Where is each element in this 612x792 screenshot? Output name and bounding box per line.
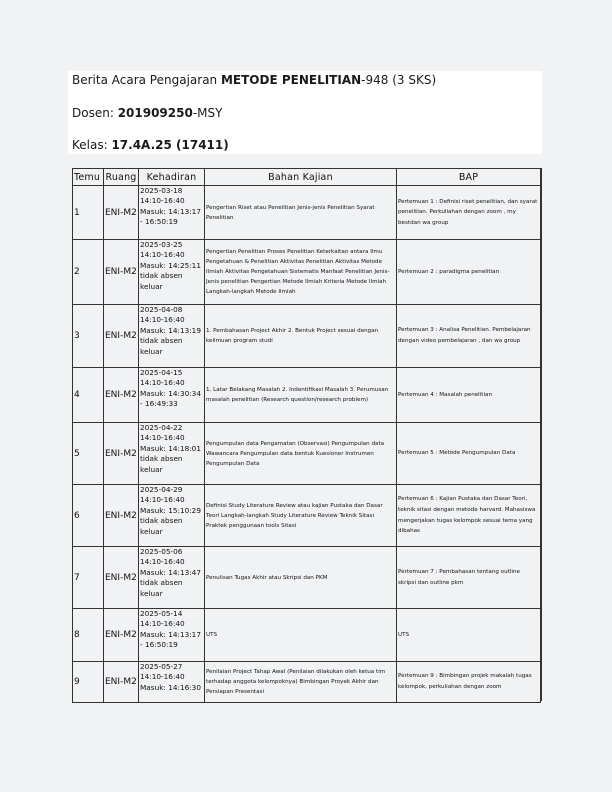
cell-ruang: ENI-M2: [104, 186, 139, 240]
cell-temu: 8: [73, 609, 104, 662]
cell-kehadiran: 2025-05-27 14:10-16:40 Masuk: 14:16:30: [139, 662, 205, 703]
cell-bap: Pertemuan 1 : Definisi riset penelitian, dan syarat penelitian. Perkuliahan dengan zoom , my bestdan wa group: [397, 186, 541, 240]
cell-bap: Pertemuan 4 : Masalah penelitian: [397, 368, 541, 423]
cell-ruang: ENI-M2: [104, 305, 139, 368]
report-title: [72, 73, 436, 87]
cell-temu: 1: [73, 186, 104, 240]
cell-kehadiran: 2025-04-08 14:10-16:40 Masuk: 14:13:19 tidak absen keluar: [139, 305, 205, 368]
cell-bahan-kajian: Penulisan Tugas Akhir atau Skripsi dan PKM: [205, 547, 397, 609]
col-header-kehadiran: Kehadiran: [139, 169, 205, 186]
cell-kehadiran: 2025-04-22 14:10-16:40 Masuk: 14:18:01 tidak absen keluar: [139, 423, 205, 485]
cell-temu: 7: [73, 547, 104, 609]
cell-bap: Pertemuan 6 : Kajian Pustaka dan Dasar Teori, teknik sitasi dengan metode harvard. Mahasiswa mengerjakan tugas kelompok sesuai tema yang dibahas: [397, 485, 541, 547]
table-outer-rule: [541, 168, 542, 701]
table-row: [73, 240, 541, 305]
table-row: [73, 423, 541, 485]
class-value: 17.4A.25 (17411): [111, 138, 229, 152]
table-row: [73, 547, 541, 609]
table-row: [73, 305, 541, 368]
cell-kehadiran: 2025-04-15 14:10-16:40 Masuk: 14:30:34 - 16:49:33: [139, 368, 205, 423]
cell-bahan-kajian: Penilaian Project Tahap Awal (Penilaian dilakukan oleh ketua tim terhadap anggota kelompoknya) Bimbingan Proyek Akhir dan Persiapan Presentasi: [205, 662, 397, 703]
cell-bahan-kajian: Definisi Study Literature Review atau kajian Pustaka dan Dasar Teori Langkah-langkah Study Literature Review Teknik Sitasi Praktek penggunaan tools Sitasi: [205, 485, 397, 547]
cell-bap: Pertemuan 7 : Pembahasan tentang outline skripsi dan outline pkm: [397, 547, 541, 609]
cell-temu: 4: [73, 368, 104, 423]
cell-bap: Pertemuan 5 : Metode Pengumpulan Data: [397, 423, 541, 485]
cell-kehadiran: 2025-04-29 14:10-16:40 Masuk: 15:10:29 tidak absen keluar: [139, 485, 205, 547]
cell-bahan-kajian: 1. Latar Belakang Masalah 2. Indentifikasi Masalah 3. Perumusan masalah penelitian (Research question/research problem): [205, 368, 397, 423]
cell-bahan-kajian: 1. Pembahasan Project Akhir 2. Bentuk Project sesuai dengan keilmuan program studi: [205, 305, 397, 368]
cell-bap: UTS: [397, 609, 541, 662]
table-row: [73, 368, 541, 423]
cell-ruang: ENI-M2: [104, 547, 139, 609]
cell-temu: 6: [73, 485, 104, 547]
table-row: [73, 186, 541, 240]
cell-bap: Pertemuan 9 : Bimbingan projek makalah tugas kelompok, perkuliahan dengan zoom: [397, 662, 541, 703]
col-header-bap: BAP: [397, 169, 541, 186]
cell-bahan-kajian: UTS: [205, 609, 397, 662]
cell-ruang: ENI-M2: [104, 423, 139, 485]
table-row: [73, 485, 541, 547]
col-header-ruang: Ruang: [104, 169, 139, 186]
table-row: [73, 662, 541, 703]
cell-ruang: ENI-M2: [104, 368, 139, 423]
cell-ruang: ENI-M2: [104, 662, 139, 703]
cell-temu: 3: [73, 305, 104, 368]
cell-temu: 9: [73, 662, 104, 703]
class-label: Kelas:: [72, 138, 112, 152]
cell-kehadiran: 2025-05-06 14:10-16:40 Masuk: 14:13:47 tidak absen keluar: [139, 547, 205, 609]
lecturer-code: 201909250: [117, 106, 193, 120]
table-row: [73, 609, 541, 662]
cell-bap: Pertemuan 2 : paradigma penelitian: [397, 240, 541, 305]
lecturer-label: Dosen:: [72, 106, 118, 120]
title-prefix: Berita Acara Pengajaran: [72, 73, 221, 87]
cell-kehadiran: 2025-05-14 14:10-16:40 Masuk: 14:13:17 - 16:50:19: [139, 609, 205, 662]
table-header-row: [73, 169, 541, 186]
cell-bahan-kajian: Pengumpulan data Pengamatan (Observasi) Pengumpulan data Wawancara Pengumpulan data bentuk Kuesioner Instrumen Pengumpulan Data: [205, 423, 397, 485]
col-header-bahan-kajian: Bahan Kajian: [205, 169, 397, 186]
cell-kehadiran: 2025-03-25 14:10-16:40 Masuk: 14:25:11 tidak absen keluar: [139, 240, 205, 305]
attendance-table: [72, 168, 541, 703]
class-line: [72, 138, 229, 152]
cell-temu: 2: [73, 240, 104, 305]
cell-ruang: ENI-M2: [104, 485, 139, 547]
cell-kehadiran: 2025-03-18 14:10-16:40 Masuk: 14:13:17 - 16:50:19: [139, 186, 205, 240]
cell-temu: 5: [73, 423, 104, 485]
lecturer-line: [72, 106, 222, 120]
cell-bap: Pertemuan 3 : Analisa Penelitian. Pembelajaran dengan video pembelajaran , dan wa group: [397, 305, 541, 368]
col-header-temu: Temu: [73, 169, 104, 186]
cell-bahan-kajian: Pengertian Riset atau Penelitian Jenis-jenis Penelitian Syarat Penelitian: [205, 186, 397, 240]
course-suffix: -948 (3 SKS): [361, 73, 437, 87]
cell-ruang: ENI-M2: [104, 609, 139, 662]
cell-ruang: ENI-M2: [104, 240, 139, 305]
lecturer-suffix: -MSY: [192, 106, 223, 120]
cell-bahan-kajian: Pengertian Penelitian Proses Penelitian Keterkaitan antara Ilmu Pengetahuan & Penelitian Aktivitas Penelitian Aktivitas Metode Ilmiah Aktivitas Pengetahuan Sistematis Manfaat Penelitian Jenis-Jenis penelitian Pengertian Metode Ilmiah Kriteria Metode Ilmiah Langkah-langkah Metode Ilmiah: [205, 240, 397, 305]
course-name: METODE PENELITIAN: [220, 73, 362, 87]
